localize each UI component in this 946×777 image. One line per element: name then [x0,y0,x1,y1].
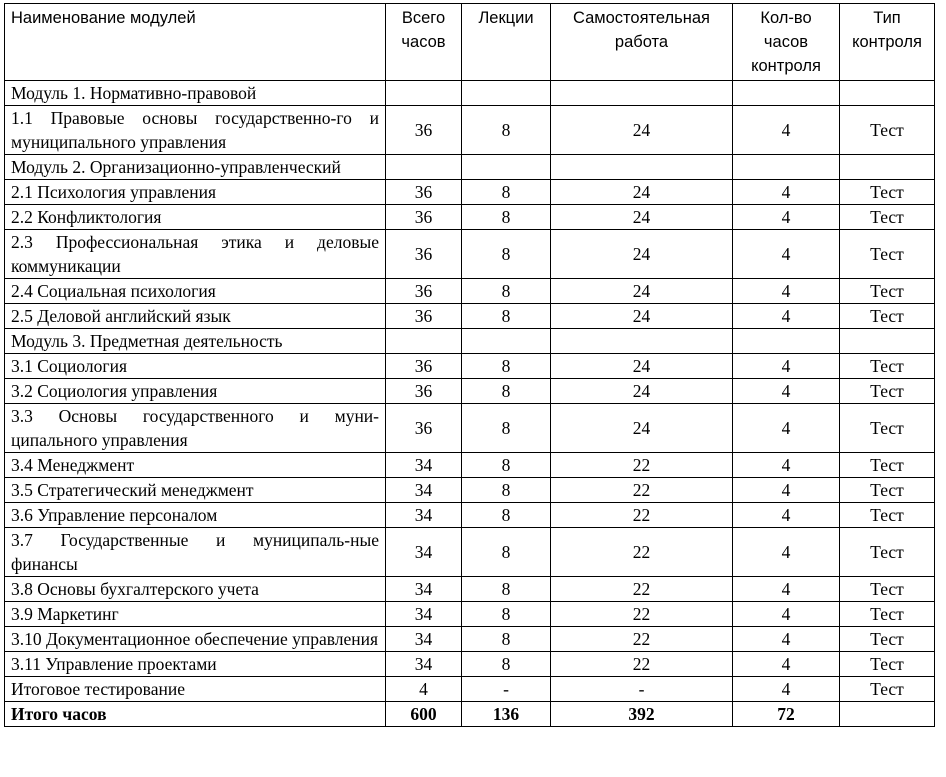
cell-self-work: 24 [551,379,733,404]
cell-control-type: Тест [840,503,935,528]
curriculum-table [4,3,935,727]
cell-control-type [840,329,935,354]
cell-lectures: 8 [462,279,551,304]
cell-total-hours: 36 [386,180,462,205]
cell-total-hours [386,329,462,354]
cell-control-type: Тест [840,279,935,304]
table-row [5,677,935,702]
cell-control-type: Тест [840,205,935,230]
cell-control-hours: 4 [733,180,840,205]
cell-control-type: Тест [840,478,935,503]
cell-lectures [462,81,551,106]
table-row [5,279,935,304]
table-row [5,180,935,205]
cell-self-work: 24 [551,279,733,304]
cell-lectures: 8 [462,577,551,602]
header-row [5,4,935,81]
cell-self-work: 22 [551,503,733,528]
cell-lectures: 136 [462,702,551,727]
cell-total-hours: 36 [386,279,462,304]
cell-total-hours: 34 [386,503,462,528]
cell-self-work: 22 [551,627,733,652]
cell-total-hours: 36 [386,354,462,379]
cell-name: 3.10 Документационное обеспечение управления [5,627,386,652]
table-row [5,478,935,503]
table-row [5,652,935,677]
cell-self-work [551,81,733,106]
cell-name: 1.1 Правовые основы государственно-го и муниципального управления [5,106,386,155]
cell-total-hours: 36 [386,205,462,230]
cell-lectures: 8 [462,528,551,577]
cell-name: 3.8 Основы бухгалтерского учета [5,577,386,602]
cell-control-hours: 4 [733,354,840,379]
cell-control-type: Тест [840,577,935,602]
total-row [5,702,935,727]
cell-lectures: 8 [462,503,551,528]
cell-self-work: 22 [551,528,733,577]
cell-name: Итого часов [5,702,386,727]
cell-control-hours: 4 [733,528,840,577]
curriculum-table-wrapper [4,3,935,727]
table-row [5,577,935,602]
cell-lectures: 8 [462,230,551,279]
cell-control-type: Тест [840,180,935,205]
cell-name: 3.2 Социология управления [5,379,386,404]
cell-name: Итоговое тестирование [5,677,386,702]
cell-lectures: 8 [462,205,551,230]
cell-name: Модуль 1. Нормативно-правовой [5,81,386,106]
table-row [5,205,935,230]
cell-self-work: 22 [551,453,733,478]
cell-control-hours [733,81,840,106]
table-row [5,602,935,627]
cell-control-type: Тест [840,106,935,155]
cell-control-hours: 4 [733,404,840,453]
cell-name: Модуль 2. Организационно-управленческий [5,155,386,180]
cell-name: 3.11 Управление проектами [5,652,386,677]
cell-control-type: Тест [840,230,935,279]
module-row [5,329,935,354]
table-row [5,453,935,478]
cell-control-type [840,155,935,180]
cell-total-hours: 36 [386,379,462,404]
cell-control-type [840,702,935,727]
cell-name: 3.3 Основы государственного и муни-ципального управления [5,404,386,453]
cell-total-hours: 34 [386,528,462,577]
table-row [5,354,935,379]
module-row [5,81,935,106]
header-control-type: Тип контроля [840,4,935,81]
cell-total-hours: 34 [386,627,462,652]
table-row [5,503,935,528]
cell-control-type: Тест [840,677,935,702]
cell-lectures: 8 [462,478,551,503]
cell-control-type: Тест [840,379,935,404]
cell-lectures: 8 [462,106,551,155]
cell-name: 2.1 Психология управления [5,180,386,205]
cell-self-work: 392 [551,702,733,727]
cell-control-type: Тест [840,627,935,652]
module-row [5,155,935,180]
cell-lectures [462,155,551,180]
cell-control-type: Тест [840,602,935,627]
cell-control-hours: 4 [733,503,840,528]
cell-total-hours: 34 [386,652,462,677]
cell-lectures: 8 [462,652,551,677]
cell-control-hours: 4 [733,677,840,702]
cell-total-hours: 34 [386,602,462,627]
cell-self-work [551,155,733,180]
cell-lectures: 8 [462,602,551,627]
cell-control-hours: 4 [733,304,840,329]
cell-total-hours: 34 [386,478,462,503]
cell-control-hours: 4 [733,453,840,478]
cell-lectures: 8 [462,453,551,478]
cell-self-work: 22 [551,602,733,627]
cell-name: 3.1 Социология [5,354,386,379]
cell-total-hours [386,155,462,180]
table-row [5,106,935,155]
cell-self-work: 22 [551,478,733,503]
cell-control-hours: 4 [733,106,840,155]
header-self-work: Самостоятельная работа [551,4,733,81]
cell-self-work: 24 [551,205,733,230]
cell-control-hours: 4 [733,205,840,230]
cell-total-hours: 36 [386,304,462,329]
cell-name: Модуль 3. Предметная деятельность [5,329,386,354]
header-name: Наименование модулей [5,4,386,81]
cell-control-type: Тест [840,404,935,453]
cell-lectures: 8 [462,354,551,379]
cell-control-hours [733,155,840,180]
cell-name: 3.4 Менеджмент [5,453,386,478]
cell-control-hours: 4 [733,602,840,627]
cell-self-work: 24 [551,304,733,329]
cell-name: 3.6 Управление персоналом [5,503,386,528]
cell-control-hours: 4 [733,379,840,404]
cell-self-work: 24 [551,404,733,453]
cell-control-hours: 4 [733,478,840,503]
cell-total-hours: 34 [386,453,462,478]
cell-total-hours: 36 [386,230,462,279]
cell-control-hours: 4 [733,577,840,602]
cell-control-type [840,81,935,106]
header-lectures: Лекции [462,4,551,81]
cell-name: 2.2 Конфликтология [5,205,386,230]
cell-self-work: 24 [551,180,733,205]
cell-name: 3.5 Стратегический менеджмент [5,478,386,503]
cell-lectures [462,329,551,354]
cell-name: 3.7 Государственные и муниципаль-ные финансы [5,528,386,577]
cell-name: 2.5 Деловой английский язык [5,304,386,329]
cell-total-hours: 4 [386,677,462,702]
cell-total-hours: 600 [386,702,462,727]
cell-lectures: 8 [462,404,551,453]
cell-total-hours: 36 [386,404,462,453]
cell-lectures: 8 [462,627,551,652]
cell-control-hours: 4 [733,279,840,304]
cell-lectures: 8 [462,180,551,205]
cell-self-work: 24 [551,230,733,279]
cell-name: 2.4 Социальная психология [5,279,386,304]
cell-control-hours: 72 [733,702,840,727]
cell-self-work: 24 [551,354,733,379]
cell-self-work: 24 [551,106,733,155]
cell-control-type: Тест [840,354,935,379]
cell-control-hours [733,329,840,354]
cell-control-type: Тест [840,652,935,677]
cell-control-type: Тест [840,528,935,577]
table-row [5,379,935,404]
table-row [5,528,935,577]
cell-name: 3.9 Маркетинг [5,602,386,627]
cell-control-hours: 4 [733,230,840,279]
cell-control-type: Тест [840,304,935,329]
cell-lectures: 8 [462,304,551,329]
cell-self-work: 22 [551,652,733,677]
header-control-hours: Кол-во часов контроля [733,4,840,81]
cell-self-work: - [551,677,733,702]
cell-lectures: 8 [462,379,551,404]
cell-total-hours: 34 [386,577,462,602]
cell-control-hours: 4 [733,627,840,652]
table-row [5,304,935,329]
cell-control-hours: 4 [733,652,840,677]
cell-control-type: Тест [840,453,935,478]
cell-total-hours: 36 [386,106,462,155]
cell-name: 2.3 Профессиональная этика и деловые коммуникации [5,230,386,279]
table-body [5,81,935,727]
cell-total-hours [386,81,462,106]
table-row [5,230,935,279]
cell-lectures: - [462,677,551,702]
cell-self-work: 22 [551,577,733,602]
table-row [5,404,935,453]
header-total-hours: Всего часов [386,4,462,81]
cell-self-work [551,329,733,354]
table-row [5,627,935,652]
